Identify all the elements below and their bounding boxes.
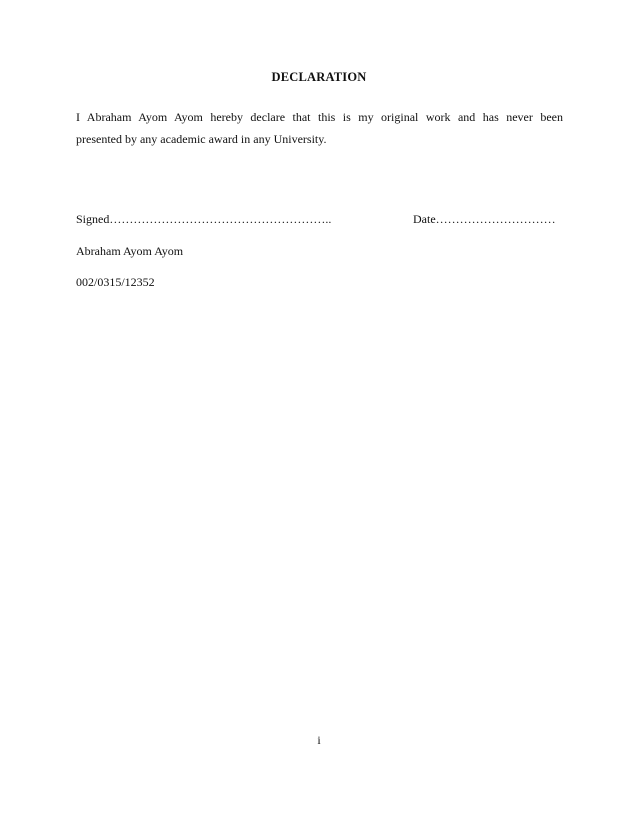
signatory-name: Abraham Ayom Ayom [76, 244, 184, 258]
registration-number: 002/0315/12352 [76, 275, 155, 289]
page-number: i [317, 733, 321, 747]
date-line: Date………………………… [413, 212, 556, 226]
declaration-text-line-2: presented by any academic award in any University. [76, 132, 327, 146]
page-title: DECLARATION [271, 70, 367, 84]
signature-line: Signed……………………………………………….. [76, 212, 332, 226]
declaration-text-line-1: I Abraham Ayom Ayom hereby declare that this is my original work and has never been [76, 110, 563, 124]
